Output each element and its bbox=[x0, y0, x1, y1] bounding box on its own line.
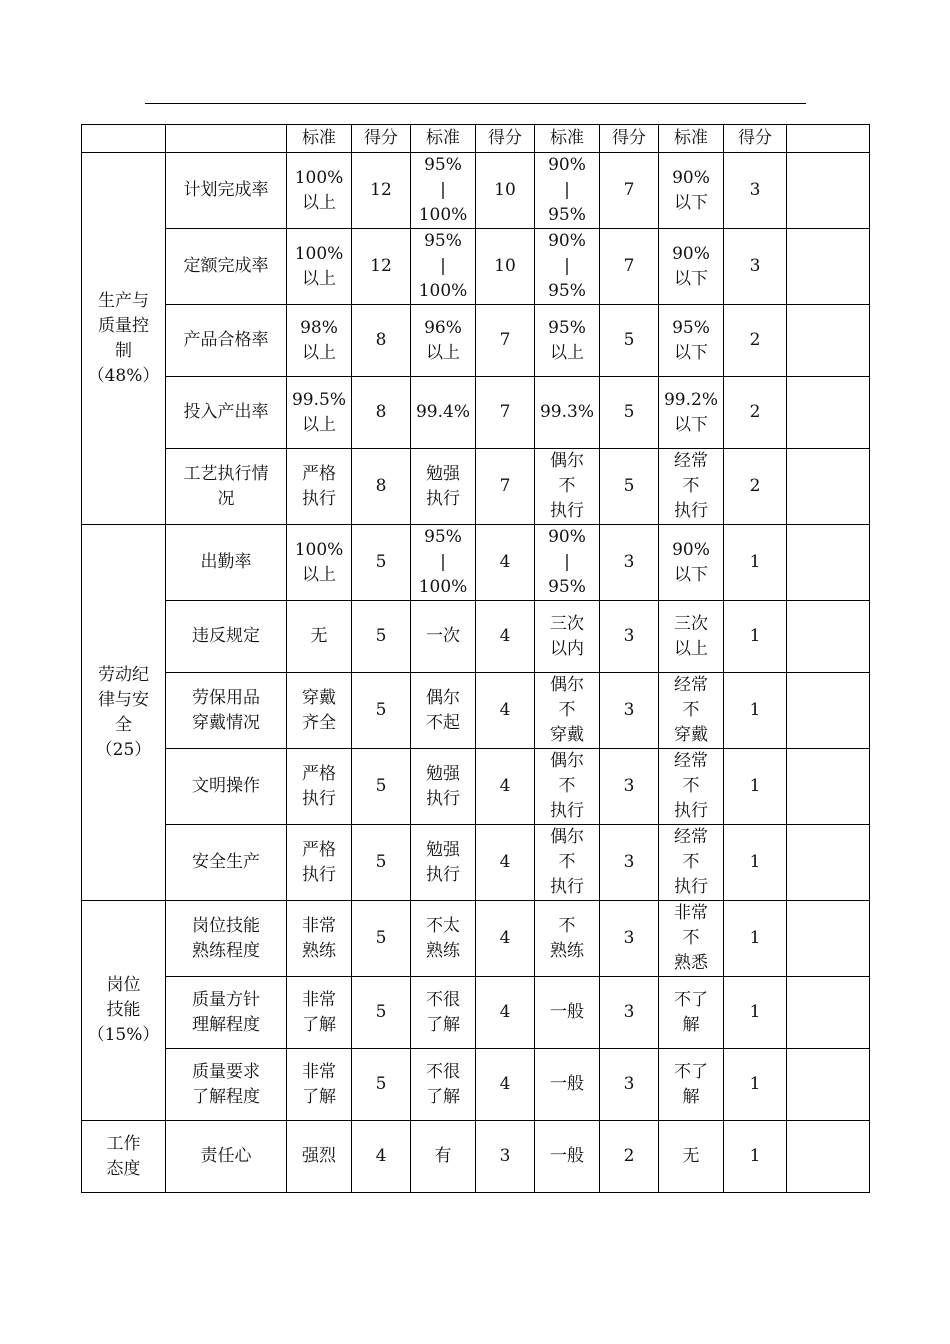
standard-cell: 偶尔 不 穿戴 bbox=[535, 673, 600, 749]
remark-cell bbox=[787, 825, 870, 901]
item-name: 产品合格率 bbox=[166, 305, 287, 377]
standard-cell: 90% | 95% bbox=[535, 525, 600, 601]
score-cell: 5 bbox=[600, 305, 659, 377]
header-standard: 标准 bbox=[411, 125, 476, 153]
standard-cell: 不很 了解 bbox=[411, 977, 476, 1049]
standard-cell: 100% 以上 bbox=[287, 229, 352, 305]
score-cell: 4 bbox=[476, 673, 535, 749]
remark-cell bbox=[787, 1049, 870, 1121]
header-blank-category bbox=[82, 125, 166, 153]
score-cell: 2 bbox=[724, 305, 787, 377]
header-blank-item bbox=[166, 125, 287, 153]
item-name: 工艺执行情 况 bbox=[166, 449, 287, 525]
standard-cell: 90% 以下 bbox=[659, 153, 724, 229]
score-cell: 1 bbox=[724, 673, 787, 749]
remark-cell bbox=[787, 749, 870, 825]
standard-cell: 95% 以上 bbox=[535, 305, 600, 377]
score-cell: 7 bbox=[600, 153, 659, 229]
table-row bbox=[82, 1121, 870, 1193]
standard-cell: 96% 以上 bbox=[411, 305, 476, 377]
score-cell: 8 bbox=[352, 305, 411, 377]
table-row bbox=[82, 305, 870, 377]
score-cell: 1 bbox=[724, 1121, 787, 1193]
standard-cell: 非常 了解 bbox=[287, 1049, 352, 1121]
standard-cell: 99.4% bbox=[411, 377, 476, 449]
header-blank-remark bbox=[787, 125, 870, 153]
item-name: 责任心 bbox=[166, 1121, 287, 1193]
standard-cell: 勉强 执行 bbox=[411, 825, 476, 901]
item-name: 定额完成率 bbox=[166, 229, 287, 305]
score-cell: 3 bbox=[600, 825, 659, 901]
standard-cell: 经常 不 执行 bbox=[659, 749, 724, 825]
standard-cell: 不了 解 bbox=[659, 1049, 724, 1121]
remark-cell bbox=[787, 305, 870, 377]
table-row bbox=[82, 377, 870, 449]
standard-cell: 偶尔 不 执行 bbox=[535, 749, 600, 825]
standard-cell: 无 bbox=[659, 1121, 724, 1193]
score-cell: 5 bbox=[352, 749, 411, 825]
table-row bbox=[82, 601, 870, 673]
score-cell: 3 bbox=[600, 977, 659, 1049]
score-cell: 1 bbox=[724, 601, 787, 673]
header-standard: 标准 bbox=[535, 125, 600, 153]
standard-cell: 99.3% bbox=[535, 377, 600, 449]
score-cell: 4 bbox=[476, 1049, 535, 1121]
header-score: 得分 bbox=[476, 125, 535, 153]
score-cell: 4 bbox=[476, 901, 535, 977]
standard-cell: 不 熟练 bbox=[535, 901, 600, 977]
standard-cell: 95% | 100% bbox=[411, 153, 476, 229]
header-standard: 标准 bbox=[659, 125, 724, 153]
category-label: 生产与 质量控 制 （48%） bbox=[82, 153, 166, 525]
standard-cell: 勉强 执行 bbox=[411, 449, 476, 525]
category-label: 工作 态度 bbox=[82, 1121, 166, 1193]
item-name: 岗位技能 熟练程度 bbox=[166, 901, 287, 977]
table-row bbox=[82, 525, 870, 601]
standard-cell: 100% 以上 bbox=[287, 525, 352, 601]
standard-cell: 100% 以上 bbox=[287, 153, 352, 229]
remark-cell bbox=[787, 977, 870, 1049]
remark-cell bbox=[787, 673, 870, 749]
standard-cell: 不很 了解 bbox=[411, 1049, 476, 1121]
table-row bbox=[82, 449, 870, 525]
table-row bbox=[82, 825, 870, 901]
score-cell: 3 bbox=[600, 601, 659, 673]
score-cell: 7 bbox=[476, 305, 535, 377]
score-cell: 3 bbox=[600, 673, 659, 749]
standard-cell: 严格 执行 bbox=[287, 749, 352, 825]
remark-cell bbox=[787, 901, 870, 977]
header-rule bbox=[145, 103, 806, 104]
score-cell: 2 bbox=[724, 449, 787, 525]
header-score: 得分 bbox=[724, 125, 787, 153]
category-label: 劳动纪 律与安 全 （25） bbox=[82, 525, 166, 901]
score-cell: 5 bbox=[352, 977, 411, 1049]
score-cell: 4 bbox=[476, 525, 535, 601]
standard-cell: 偶尔 不起 bbox=[411, 673, 476, 749]
standard-cell: 一般 bbox=[535, 1121, 600, 1193]
remark-cell bbox=[787, 229, 870, 305]
standard-cell: 严格 执行 bbox=[287, 449, 352, 525]
table-row bbox=[82, 153, 870, 229]
standard-cell: 99.2% 以下 bbox=[659, 377, 724, 449]
score-cell: 1 bbox=[724, 1049, 787, 1121]
item-name: 违反规定 bbox=[166, 601, 287, 673]
header-score: 得分 bbox=[352, 125, 411, 153]
score-cell: 4 bbox=[476, 749, 535, 825]
standard-cell: 偶尔 不 执行 bbox=[535, 825, 600, 901]
standard-cell: 95% | 100% bbox=[411, 229, 476, 305]
score-cell: 1 bbox=[724, 525, 787, 601]
item-name: 劳保用品 穿戴情况 bbox=[166, 673, 287, 749]
score-cell: 5 bbox=[352, 525, 411, 601]
score-cell: 1 bbox=[724, 901, 787, 977]
item-name: 质量要求 了解程度 bbox=[166, 1049, 287, 1121]
remark-cell bbox=[787, 601, 870, 673]
score-cell: 10 bbox=[476, 153, 535, 229]
standard-cell: 强烈 bbox=[287, 1121, 352, 1193]
score-cell: 3 bbox=[600, 1049, 659, 1121]
standard-cell: 非常 不 熟悉 bbox=[659, 901, 724, 977]
item-name: 质量方针 理解程度 bbox=[166, 977, 287, 1049]
standard-cell: 无 bbox=[287, 601, 352, 673]
score-cell: 1 bbox=[724, 825, 787, 901]
standard-cell: 不太 熟练 bbox=[411, 901, 476, 977]
standard-cell: 勉强 执行 bbox=[411, 749, 476, 825]
score-cell: 4 bbox=[352, 1121, 411, 1193]
score-cell: 5 bbox=[352, 901, 411, 977]
score-cell: 2 bbox=[724, 377, 787, 449]
item-name: 计划完成率 bbox=[166, 153, 287, 229]
standard-cell: 有 bbox=[411, 1121, 476, 1193]
score-cell: 12 bbox=[352, 229, 411, 305]
remark-cell bbox=[787, 1121, 870, 1193]
standard-cell: 90% 以下 bbox=[659, 525, 724, 601]
score-cell: 7 bbox=[476, 449, 535, 525]
score-cell: 8 bbox=[352, 377, 411, 449]
score-cell: 3 bbox=[600, 901, 659, 977]
standard-cell: 一次 bbox=[411, 601, 476, 673]
standard-cell: 一般 bbox=[535, 1049, 600, 1121]
score-cell: 5 bbox=[352, 1049, 411, 1121]
standard-cell: 90% | 95% bbox=[535, 229, 600, 305]
score-cell: 1 bbox=[724, 749, 787, 825]
score-cell: 8 bbox=[352, 449, 411, 525]
header-row bbox=[82, 125, 870, 153]
standard-cell: 非常 了解 bbox=[287, 977, 352, 1049]
evaluation-table bbox=[81, 124, 870, 1193]
standard-cell: 95% 以下 bbox=[659, 305, 724, 377]
standard-cell: 偶尔 不 执行 bbox=[535, 449, 600, 525]
standard-cell: 90% 以下 bbox=[659, 229, 724, 305]
table-row bbox=[82, 673, 870, 749]
item-name: 投入产出率 bbox=[166, 377, 287, 449]
score-cell: 4 bbox=[476, 977, 535, 1049]
remark-cell bbox=[787, 377, 870, 449]
score-cell: 10 bbox=[476, 229, 535, 305]
score-cell: 5 bbox=[352, 673, 411, 749]
standard-cell: 三次 以上 bbox=[659, 601, 724, 673]
item-name: 出勤率 bbox=[166, 525, 287, 601]
standard-cell: 99.5% 以上 bbox=[287, 377, 352, 449]
score-cell: 3 bbox=[724, 153, 787, 229]
table-row bbox=[82, 901, 870, 977]
standard-cell: 一般 bbox=[535, 977, 600, 1049]
standard-cell: 90% | 95% bbox=[535, 153, 600, 229]
score-cell: 5 bbox=[352, 825, 411, 901]
remark-cell bbox=[787, 153, 870, 229]
score-cell: 3 bbox=[600, 749, 659, 825]
header-standard: 标准 bbox=[287, 125, 352, 153]
score-cell: 5 bbox=[352, 601, 411, 673]
table-row bbox=[82, 749, 870, 825]
standard-cell: 三次 以内 bbox=[535, 601, 600, 673]
standard-cell: 98% 以上 bbox=[287, 305, 352, 377]
standard-cell: 不了 解 bbox=[659, 977, 724, 1049]
standard-cell: 非常 熟练 bbox=[287, 901, 352, 977]
standard-cell: 经常 不 执行 bbox=[659, 825, 724, 901]
score-cell: 5 bbox=[600, 377, 659, 449]
item-name: 文明操作 bbox=[166, 749, 287, 825]
standard-cell: 经常 不 执行 bbox=[659, 449, 724, 525]
score-cell: 12 bbox=[352, 153, 411, 229]
standard-cell: 95% | 100% bbox=[411, 525, 476, 601]
score-cell: 7 bbox=[476, 377, 535, 449]
score-cell: 2 bbox=[600, 1121, 659, 1193]
standard-cell: 经常 不 穿戴 bbox=[659, 673, 724, 749]
score-cell: 5 bbox=[600, 449, 659, 525]
score-cell: 3 bbox=[600, 525, 659, 601]
header-score: 得分 bbox=[600, 125, 659, 153]
standard-cell: 严格 执行 bbox=[287, 825, 352, 901]
table-row bbox=[82, 1049, 870, 1121]
score-cell: 4 bbox=[476, 825, 535, 901]
score-cell: 3 bbox=[476, 1121, 535, 1193]
score-cell: 1 bbox=[724, 977, 787, 1049]
remark-cell bbox=[787, 449, 870, 525]
standard-cell: 穿戴 齐全 bbox=[287, 673, 352, 749]
category-label: 岗位 技能 （15%） bbox=[82, 901, 166, 1121]
remark-cell bbox=[787, 525, 870, 601]
item-name: 安全生产 bbox=[166, 825, 287, 901]
score-cell: 4 bbox=[476, 601, 535, 673]
table-row bbox=[82, 229, 870, 305]
score-cell: 3 bbox=[724, 229, 787, 305]
table-row bbox=[82, 977, 870, 1049]
score-cell: 7 bbox=[600, 229, 659, 305]
